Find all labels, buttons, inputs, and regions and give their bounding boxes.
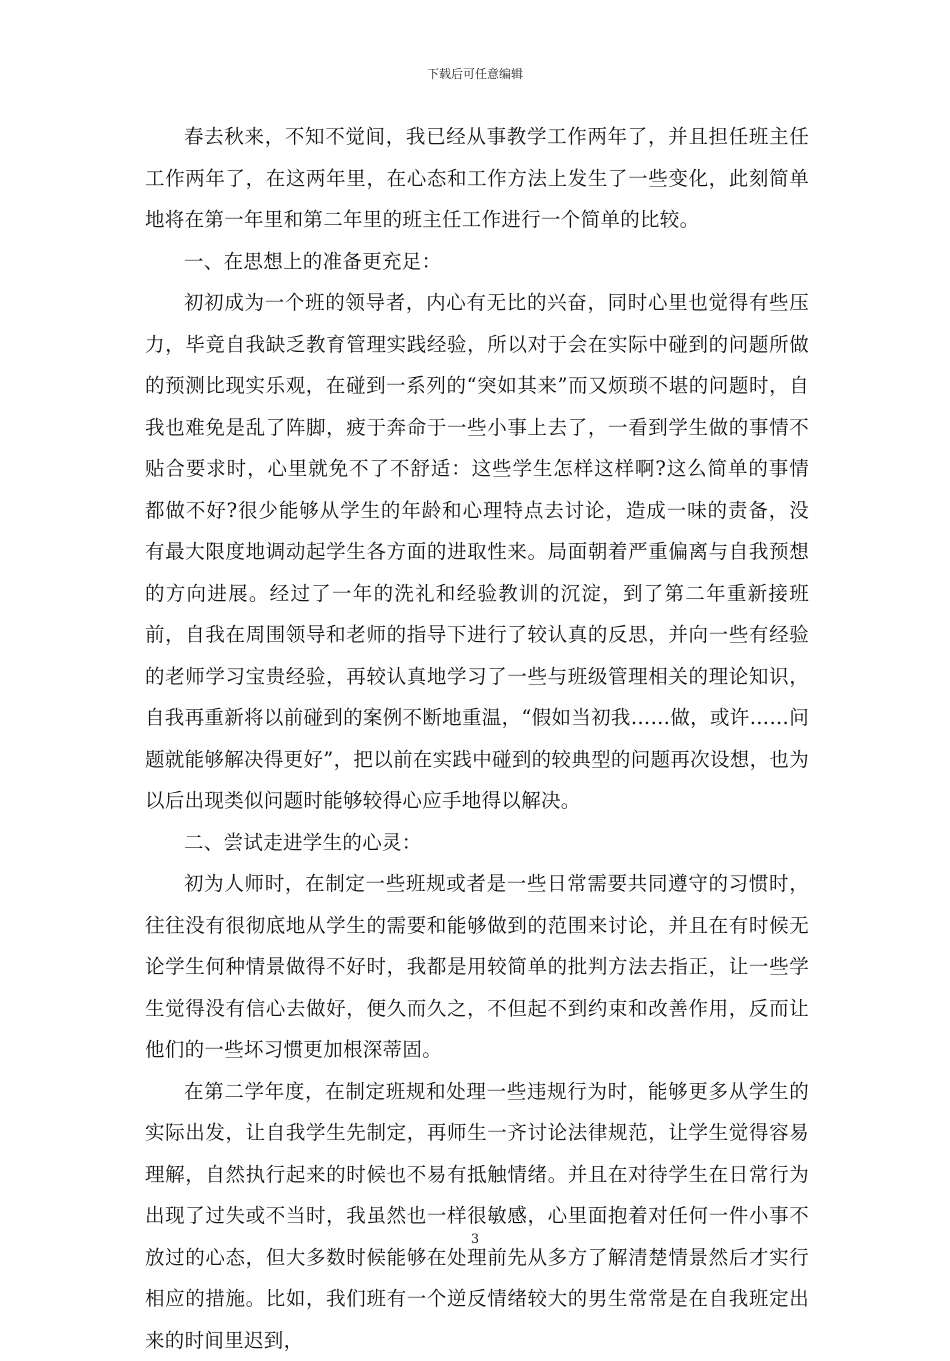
page-number: 3 bbox=[0, 1232, 950, 1248]
section-heading-2: 二、尝试走进学生的心灵： bbox=[145, 822, 809, 864]
section-heading-1: 一、在思想上的准备更充足： bbox=[145, 241, 809, 283]
paragraph-intro: 春去秋来，不知不觉间，我已经从事教学工作两年了，并且担任班主任工作两年了，在这两年里，在心态和工作方法上发生了一些变化，此刻简单地将在第一年里和第二年里的班主任工作进行一个简单的比较。 bbox=[145, 116, 809, 241]
page-header: 下载后可任意编辑 bbox=[0, 66, 950, 82]
paragraph-section-2a: 初为人师时，在制定一些班规或者是一些日常需要共同遵守的习惯时，往往没有很彻底地从学生的需要和能够做到的范围来讨论，并且在有时候无论学生何种情景做得不好时，我都是用较简单的批判方法去指正，让一些学生觉得没有信心去做好，便久而久之，不但起不到约束和改善作用，反而让他们的一些坏习惯更加根深蒂固。 bbox=[145, 863, 809, 1071]
body-text bbox=[145, 116, 809, 1361]
paragraph-section-1: 初初成为一个班的领导者，内心有无比的兴奋，同时心里也觉得有些压力，毕竟自我缺乏教育管理实践经验，所以对于会在实际中碰到的问题所做的预测比现实乐观，在碰到一系列的“突如其来”而又烦琐不堪的问题时，自我也难免是乱了阵脚，疲于奔命于一些小事上去了，一看到学生做的事情不贴合要求时，心里就免不了不舒适：这些学生怎样这样啊?这么简单的事情都做不好?很少能够从学生的年龄和心理特点去讨论，造成一味的责备，没有最大限度地调动起学生各方面的进取性来。局面朝着严重偏离与自我预想的方向进展。经过了一年的洗礼和经验教训的沉淀，到了第二年重新接班前，自我在周围领导和老师的指导下进行了较认真的反思，并向一些有经验的老师学习宝贵经验，再较认真地学习了一些与班级管理相关的理论知识，自我再重新将以前碰到的案例不断地重温，“假如当初我……做，或许……问题就能够解决得更好”，把以前在实践中碰到的较典型的问题再次设想，也为以后出现类似问题时能够较得心应手地得以解决。 bbox=[145, 282, 809, 822]
paragraph-section-2b: 在第二学年度，在制定班规和处理一些违规行为时，能够更多从学生的实际出发，让自我学生先制定，再师生一齐讨论法律规范，让学生觉得容易理解，自然执行起来的时候也不易有抵触情绪。并且在对待学生在日常行为出现了过失或不当时，我虽然也一样很敏感，心里面抱着对任何一件小事不放过的心态，但大多数时候能够在处理前先从多方了解清楚情景然后才实行相应的措施。比如，我们班有一个逆反情绪较大的男生常常是在自我班定出来的时间里迟到， bbox=[145, 1071, 809, 1361]
